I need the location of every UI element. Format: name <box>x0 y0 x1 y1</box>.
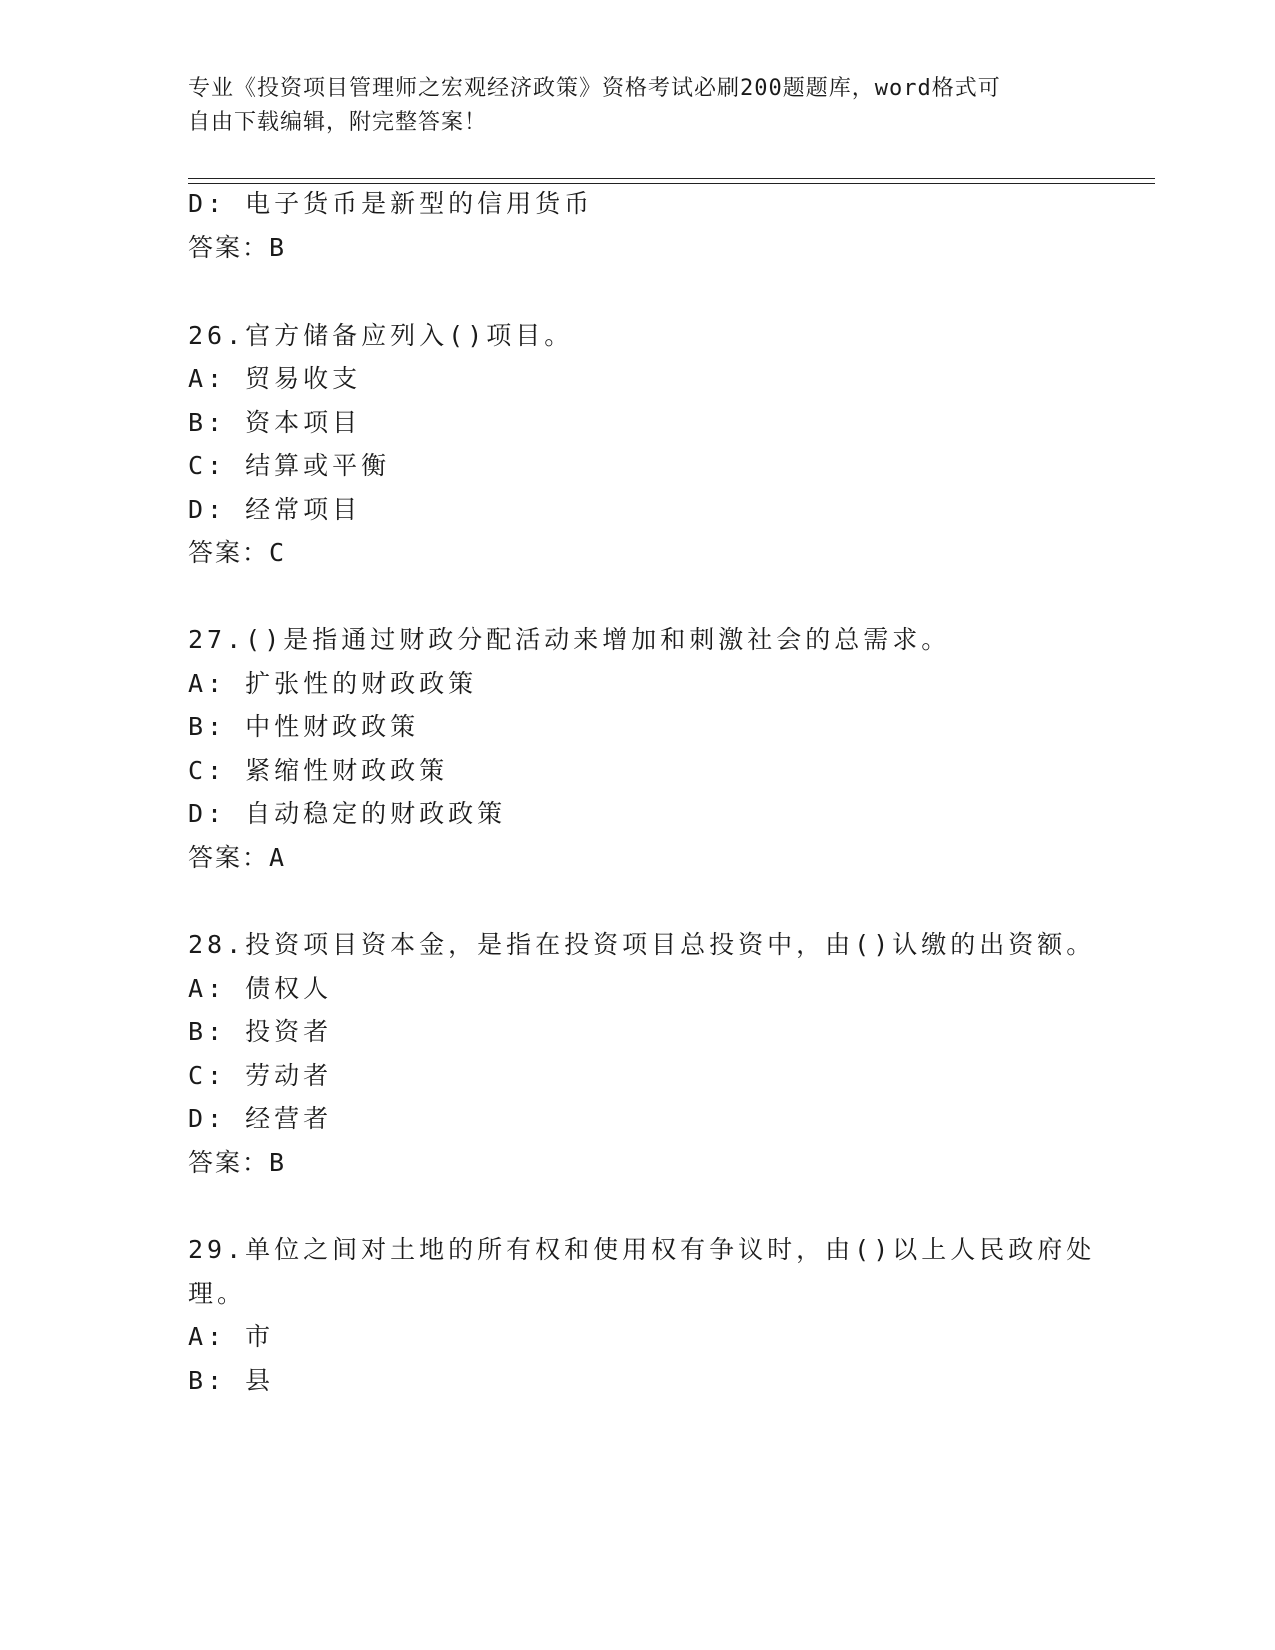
header-rule-top <box>188 178 1155 179</box>
header-title-line-2: 自由下载编辑，附完整答案！ <box>188 110 488 135</box>
q25-option-d: D: 电子货币是新型的信用货币 <box>188 189 594 218</box>
header-rule-bottom <box>188 183 1155 184</box>
answer-value: B <box>269 1148 287 1177</box>
q27-option-c: C: 紧缩性财政政策 <box>188 756 449 785</box>
q26-option-d: D: 经常项目 <box>188 495 362 524</box>
answer-label: 答案： <box>188 1148 270 1177</box>
q29-option-a: A: 市 <box>188 1322 275 1351</box>
answer-value: C <box>269 538 287 567</box>
q28-option-b: B: 投资者 <box>188 1017 333 1046</box>
q29-option-b: B: 县 <box>188 1366 275 1395</box>
q25-answer <box>188 232 286 264</box>
answer-value: A <box>269 843 287 872</box>
q28-option-a: A: 债权人 <box>188 974 333 1003</box>
q27-question: 27.()是指通过财政分配活动来增加和刺激社会的总需求。 <box>188 625 951 654</box>
answer-label: 答案： <box>188 843 270 872</box>
q27-option-d: D: 自动稳定的财政政策 <box>188 799 507 828</box>
q27-option-b: B: 中性财政政策 <box>188 712 420 741</box>
q26-option-c: C: 结算或平衡 <box>188 451 391 480</box>
q28-question: 28.投资项目资本金，是指在投资项目总投资中，由()认缴的出资额。 <box>188 930 1096 959</box>
q28-answer <box>188 1147 286 1179</box>
q26-option-a: A: 贸易收支 <box>188 364 362 393</box>
q28-option-c: C: 劳动者 <box>188 1061 333 1090</box>
answer-label: 答案： <box>188 233 270 262</box>
q26-answer <box>188 537 286 569</box>
q29-question-line-2: 理。 <box>188 1279 247 1308</box>
q26-question: 26.官方储备应列入()项目。 <box>188 321 574 350</box>
document-header <box>188 72 1088 140</box>
q26-option-b: B: 资本项目 <box>188 408 362 437</box>
q29-question-line-1: 29.单位之间对土地的所有权和使用权有争议时，由()以上人民政府处 <box>188 1235 1096 1264</box>
header-double-rule <box>188 178 1155 184</box>
answer-label: 答案： <box>188 538 270 567</box>
q27-option-a: A: 扩张性的财政政策 <box>188 669 478 698</box>
q27-answer <box>188 842 286 874</box>
answer-value: B <box>269 233 287 262</box>
q28-option-d: D: 经营者 <box>188 1104 333 1133</box>
header-title-line-1: 专业《投资项目管理师之宏观经济政策》资格考试必刷200题题库，word格式可 <box>188 76 1001 101</box>
